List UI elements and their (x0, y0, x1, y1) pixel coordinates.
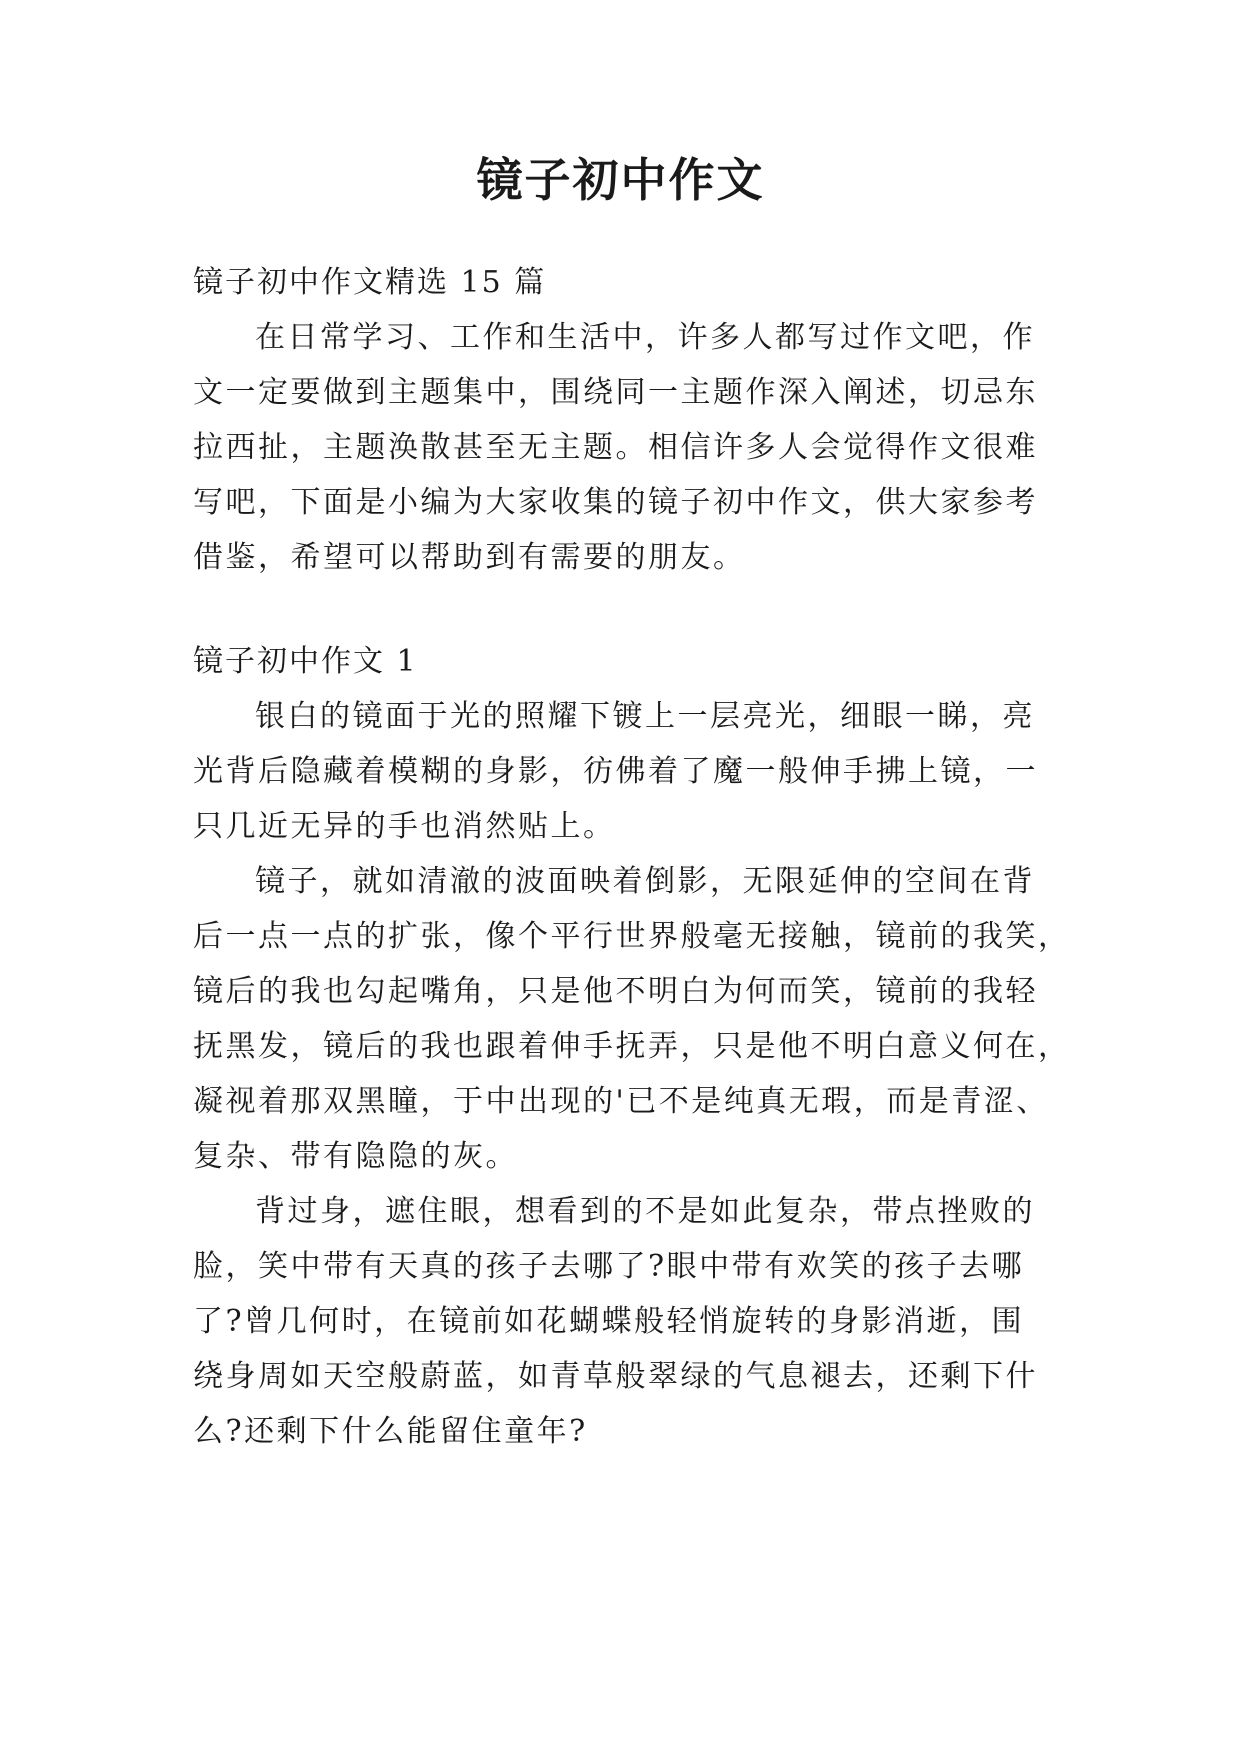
text-line: 脸，笑中带有天真的孩子去哪了?眼中带有欢笑的孩子去哪 (193, 1249, 1025, 1284)
text-line: 光背后隐藏着模糊的身影，彷佛着了魔一般伸手拂上镜，一 (193, 754, 1038, 789)
text-line: 借鉴，希望可以帮助到有需要的朋友。 (193, 540, 746, 575)
text-line: 镜后的我也勾起嘴角，只是他不明白为何而笑，镜前的我轻 (193, 974, 1038, 1009)
text-line: 后一点一点的扩张，像个平行世界般毫无接触，镜前的我笑， (193, 919, 1071, 954)
text-line: 文一定要做到主题集中，围绕同一主题作深入阐述，切忌东 (193, 375, 1038, 410)
text-line: 了?曾几何时，在镜前如花蝴蝶般轻悄旋转的身影消逝，围 (193, 1304, 1025, 1339)
text-line: 在日常学习、工作和生活中，许多人都写过作文吧，作 (255, 320, 1035, 355)
text-line: 镜子，就如清澈的波面映着倒影，无限延伸的空间在背 (255, 864, 1035, 899)
text-line: 绕身周如天空般蔚蓝，如青草般翠绿的气息褪去，还剩下什 (193, 1359, 1038, 1394)
text-line: 抚黑发，镜后的我也跟着伸手抚弄，只是他不明白意义何在， (193, 1029, 1071, 1064)
page-title: 镜子初中作文 (476, 153, 765, 207)
section-heading: 镜子初中作文 1 (193, 644, 418, 679)
text-line: 银白的镜面于光的照耀下镀上一层亮光，细眼一睇，亮 (255, 699, 1035, 734)
text-line: 复杂、带有隐隐的灰。 (193, 1139, 518, 1174)
collection-heading: 镜子初中作文精选 15 篇 (193, 265, 547, 300)
text-line: 么?还剩下什么能留住童年? (193, 1414, 588, 1449)
text-line: 只几近无异的手也消然贴上。 (193, 809, 616, 844)
text-line: 凝视着那双黑瞳，于中出现的'已不是纯真无瑕，而是青涩、 (193, 1084, 1049, 1119)
text-line: 背过身，遮住眼，想看到的不是如此复杂，带点挫败的 (255, 1194, 1035, 1229)
text-line: 拉西扯，主题涣散甚至无主题。相信许多人会觉得作文很难 (193, 430, 1038, 465)
text-line: 写吧，下面是小编为大家收集的镜子初中作文，供大家参考 (193, 485, 1038, 520)
